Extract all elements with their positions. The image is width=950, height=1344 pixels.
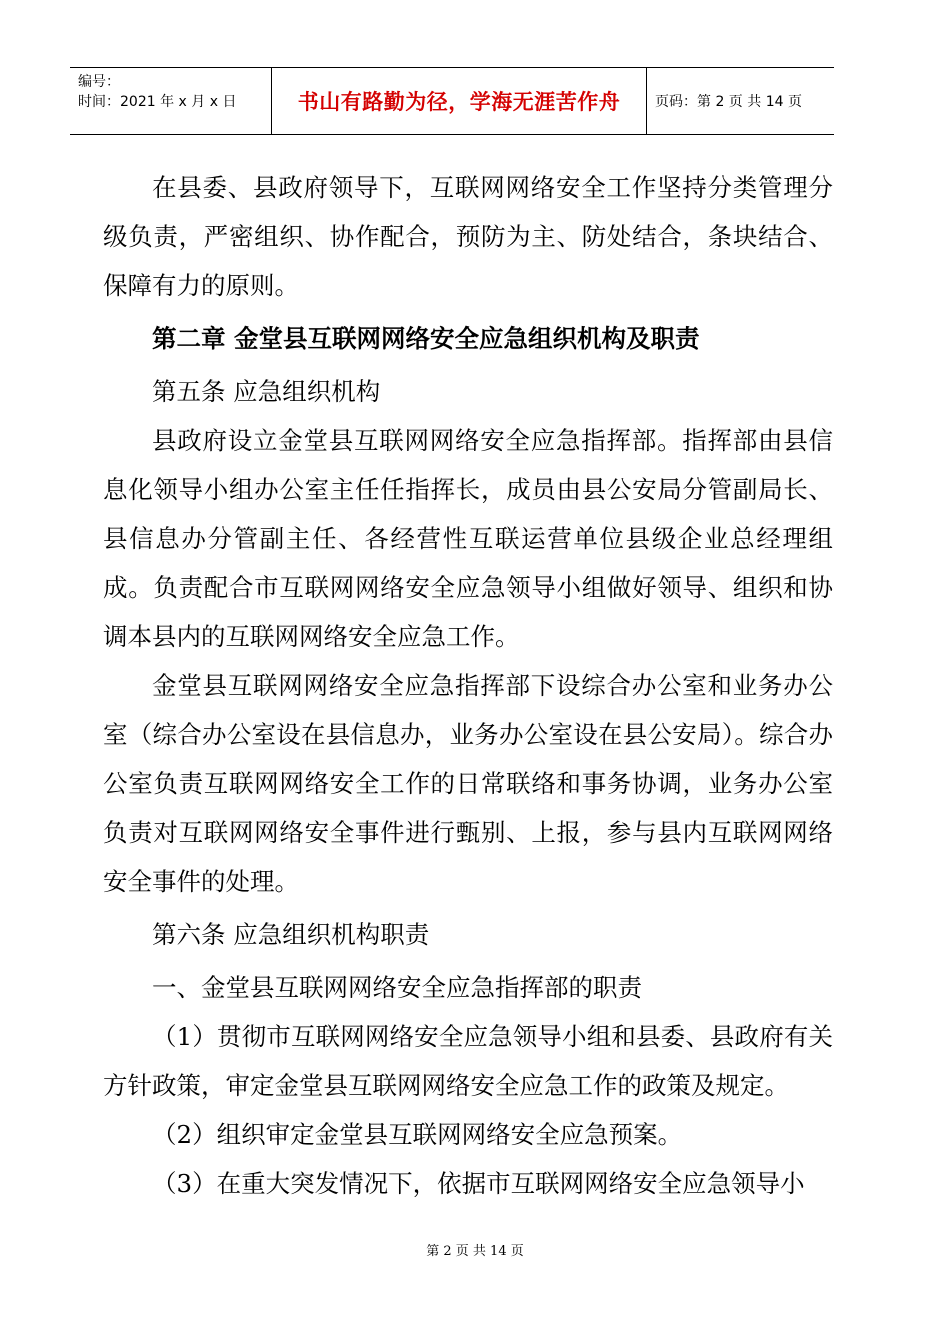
- document-number-label: 编号：: [78, 74, 120, 90]
- section-1-title: 一、金堂县互联网网络安全应急指挥部的职责: [152, 973, 642, 1002]
- duty-item-3: （3）在重大突发情况下，依据市互联网网络安全应急领导小: [152, 1169, 805, 1198]
- header-page-cell: [647, 68, 834, 134]
- duty-item-2: （2）组织审定金堂县互联网网络安全应急预案。: [152, 1120, 683, 1149]
- header-slogan-cell: [272, 68, 647, 134]
- page-footer: 第 2 页 共 14 页: [426, 1244, 524, 1259]
- document-body: [103, 163, 833, 1208]
- paragraph-offices: 金堂县互联网网络安全应急指挥部下设综合办公室和业务办公室（综合办公室设在县信息办，业务办公室设在县公安局）。综合办公室负责互联网网络安全工作的日常联络和事务协调，业务办公室负责对互联网网络安全事件进行甄别、上报，参与县内互联网网络安全事件的处理。: [103, 671, 833, 896]
- header-meta-cell: [70, 68, 272, 134]
- paragraph-command-center: 县政府设立金堂县互联网网络安全应急指挥部。指挥部由县信息化领导小组办公室主任任指挥长，成员由县公安局分管副局长、县信息办分管副主任、各经营性互联运营单位县级企业总经理组成。负责配合市互联网网络安全应急领导小组做好领导、组织和协调本县内的互联网网络安全应急工作。: [103, 426, 833, 651]
- duty-item-1: （1）贯彻市互联网网络安全应急领导小组和县委、县政府有关方针政策，审定金堂县互联网网络安全应急工作的政策及规定。: [103, 1022, 833, 1100]
- header-page-number: 页码：第 2 页 共 14 页: [655, 94, 802, 110]
- paragraph-principles: 在县委、县政府领导下，互联网网络安全工作坚持分类管理分级负责，严密组织、协作配合，预防为主、防处结合，条块结合、保障有力的原则。: [103, 173, 833, 300]
- article-6-title: 第六条 应急组织机构职责: [152, 920, 430, 949]
- header-slogan: 书山有路勤为径，学海无涯苦作舟: [297, 90, 621, 114]
- document-header: [70, 67, 834, 135]
- chapter-heading: 第二章 金堂县互联网网络安全应急组织机构及职责: [152, 324, 700, 353]
- article-5-title: 第五条 应急组织机构: [152, 377, 381, 406]
- document-time-label: 时间：2021 年 x 月 x 日: [78, 94, 237, 110]
